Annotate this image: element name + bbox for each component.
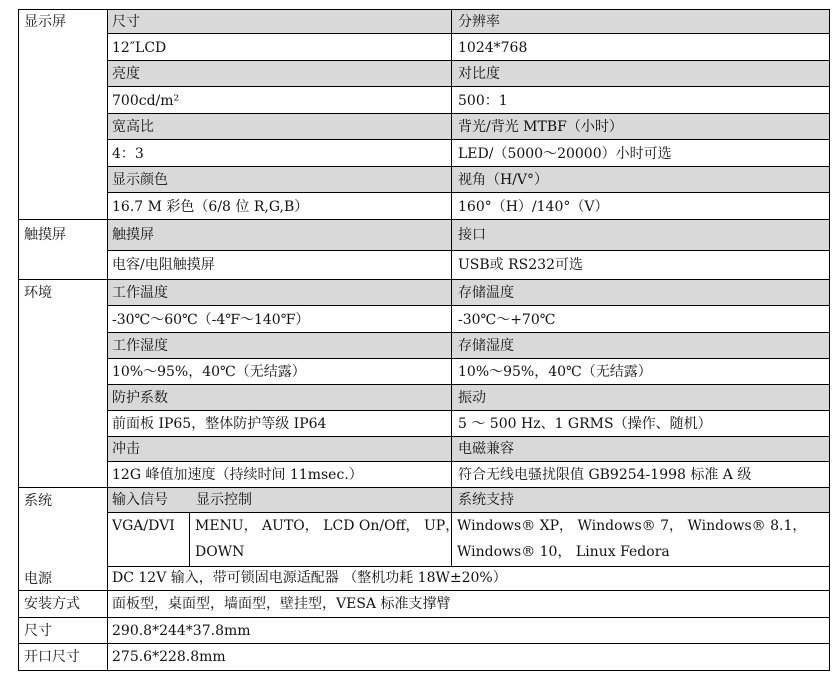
cutout-value: 275.6*228.8mm <box>112 649 226 665</box>
shade <box>452 220 829 250</box>
grid-line <box>189 512 190 566</box>
st-temp-value: -30℃～+70℃ <box>458 312 556 328</box>
category-display: 显示屏 <box>24 14 66 30</box>
grid-line <box>18 219 830 220</box>
grid-line <box>107 332 830 333</box>
grid-line <box>18 9 830 10</box>
shock-label: 冲击 <box>112 441 140 457</box>
input-label: 输入信号 <box>112 492 168 508</box>
op-hum-label: 工作湿度 <box>112 338 168 354</box>
grid-line <box>107 566 830 567</box>
grid-line <box>107 436 830 437</box>
emc-label: 电磁兼容 <box>458 441 514 457</box>
grid-line <box>107 113 830 114</box>
input-value: VGA/DVI <box>112 518 175 534</box>
grid-line <box>107 461 830 462</box>
brightness-value: 700cd/m² <box>112 93 180 109</box>
contrast-label: 对比度 <box>458 66 500 82</box>
display-ctrl-value-1: MENU， AUTO， LCD On/Off， UP， <box>195 518 460 534</box>
viewing-label: 视角（H/V°） <box>458 172 549 188</box>
op-temp-label: 工作温度 <box>112 285 168 301</box>
color-label: 显示颜色 <box>112 172 168 188</box>
grid-line <box>451 9 452 566</box>
viewing-value: 160°（H）/140°（V） <box>458 199 609 215</box>
aspect-value: 4：3 <box>112 146 144 162</box>
op-hum-value: 10%～95%，40℃（无结露） <box>112 364 306 380</box>
power-value: DC 12V 输入，带可锁固电源适配器 （整机功耗 18W±20%） <box>112 570 507 586</box>
grid-line <box>107 192 830 193</box>
backlight-label: 背光/背光 MTBF（小时） <box>458 119 623 135</box>
grid-line <box>18 670 830 671</box>
support-value-2: Windows® 10， Linux Fedora <box>457 544 670 560</box>
support-value-1: Windows® XP， Windows® 7， Windows® 8.1， <box>457 518 807 534</box>
grid-line <box>107 9 108 671</box>
grid-line <box>107 358 830 359</box>
grid-line <box>107 86 830 87</box>
category-cutout: 开口尺寸 <box>24 649 80 665</box>
brightness-label: 亮度 <box>112 66 140 82</box>
shade <box>108 61 451 86</box>
shade <box>452 61 829 86</box>
st-hum-label: 存储湿度 <box>458 338 514 354</box>
protection-label: 防护系数 <box>112 390 168 406</box>
resolution-label: 分辨率 <box>458 14 500 30</box>
grid-line <box>107 166 830 167</box>
category-mounting: 安装方式 <box>24 596 80 612</box>
aspect-label: 宽高比 <box>112 119 154 135</box>
spec-table <box>18 9 830 671</box>
shade <box>108 437 451 461</box>
category-dimensions: 尺寸 <box>24 623 52 639</box>
grid-line <box>18 9 19 671</box>
interface-label: 接口 <box>458 227 486 243</box>
st-temp-label: 存储温度 <box>458 285 514 301</box>
grid-line <box>107 60 830 61</box>
grid-line <box>107 33 830 34</box>
contrast-value: 500：1 <box>458 93 508 109</box>
backlight-value: LED/（5000～20000）小时可选 <box>458 146 672 162</box>
grid-line <box>107 250 830 251</box>
shade <box>452 10 829 33</box>
shade <box>108 114 451 139</box>
category-environment: 环境 <box>24 285 52 301</box>
grid-line <box>18 487 830 488</box>
support-label: 系统支持 <box>458 492 514 508</box>
grid-line <box>18 643 830 644</box>
grid-line <box>18 279 830 280</box>
category-power: 电源 <box>24 571 52 587</box>
category-system: 系统 <box>24 493 52 509</box>
st-hum-value: 10%～95%，40℃（无结露） <box>458 364 652 380</box>
vibration-label: 振动 <box>458 390 486 406</box>
category-touch: 触摸屏 <box>24 227 66 243</box>
mounting-value: 面板型，桌面型，墙面型，壁挂型，VESA 标准支撑臂 <box>112 596 451 612</box>
grid-line <box>18 617 830 618</box>
display-ctrl-value-2: DOWN <box>195 544 245 560</box>
grid-line <box>829 9 830 671</box>
shade <box>452 385 829 410</box>
grid-line <box>107 410 830 411</box>
shade <box>108 10 451 33</box>
size-label: 尺寸 <box>112 14 140 30</box>
interface-value: USB或 RS232可选 <box>458 257 583 273</box>
dimensions-value: 290.8*244*37.8mm <box>112 623 251 639</box>
resolution-value: 1024*768 <box>458 40 528 56</box>
shock-value: 12G 峰值加速度（持续时间 11msec.） <box>112 467 363 483</box>
op-temp-value: -30℃～60℃（-4℉～140℉） <box>112 312 310 328</box>
color-value: 16.7 M 彩色（6/8 位 R,G,B） <box>112 199 309 215</box>
grid-line <box>107 139 830 140</box>
emc-value: 符合无线电骚扰限值 GB9254-1998 标准 A 级 <box>458 467 752 483</box>
touch-value: 电容/电阻触摸屏 <box>112 257 215 273</box>
protection-value: 前面板 IP65，整体防护等级 IP64 <box>112 416 327 432</box>
display-ctrl-label: 显示控制 <box>196 492 252 508</box>
touch-label: 触摸屏 <box>112 227 154 243</box>
grid-line <box>107 512 830 513</box>
shade <box>108 220 451 250</box>
vibration-value: 5 ～ 500 Hz、1 GRMS（操作、随机） <box>458 416 712 432</box>
size-value: 12″LCD <box>112 40 167 56</box>
grid-line <box>18 590 830 591</box>
grid-line <box>107 305 830 306</box>
grid-line <box>107 384 830 385</box>
